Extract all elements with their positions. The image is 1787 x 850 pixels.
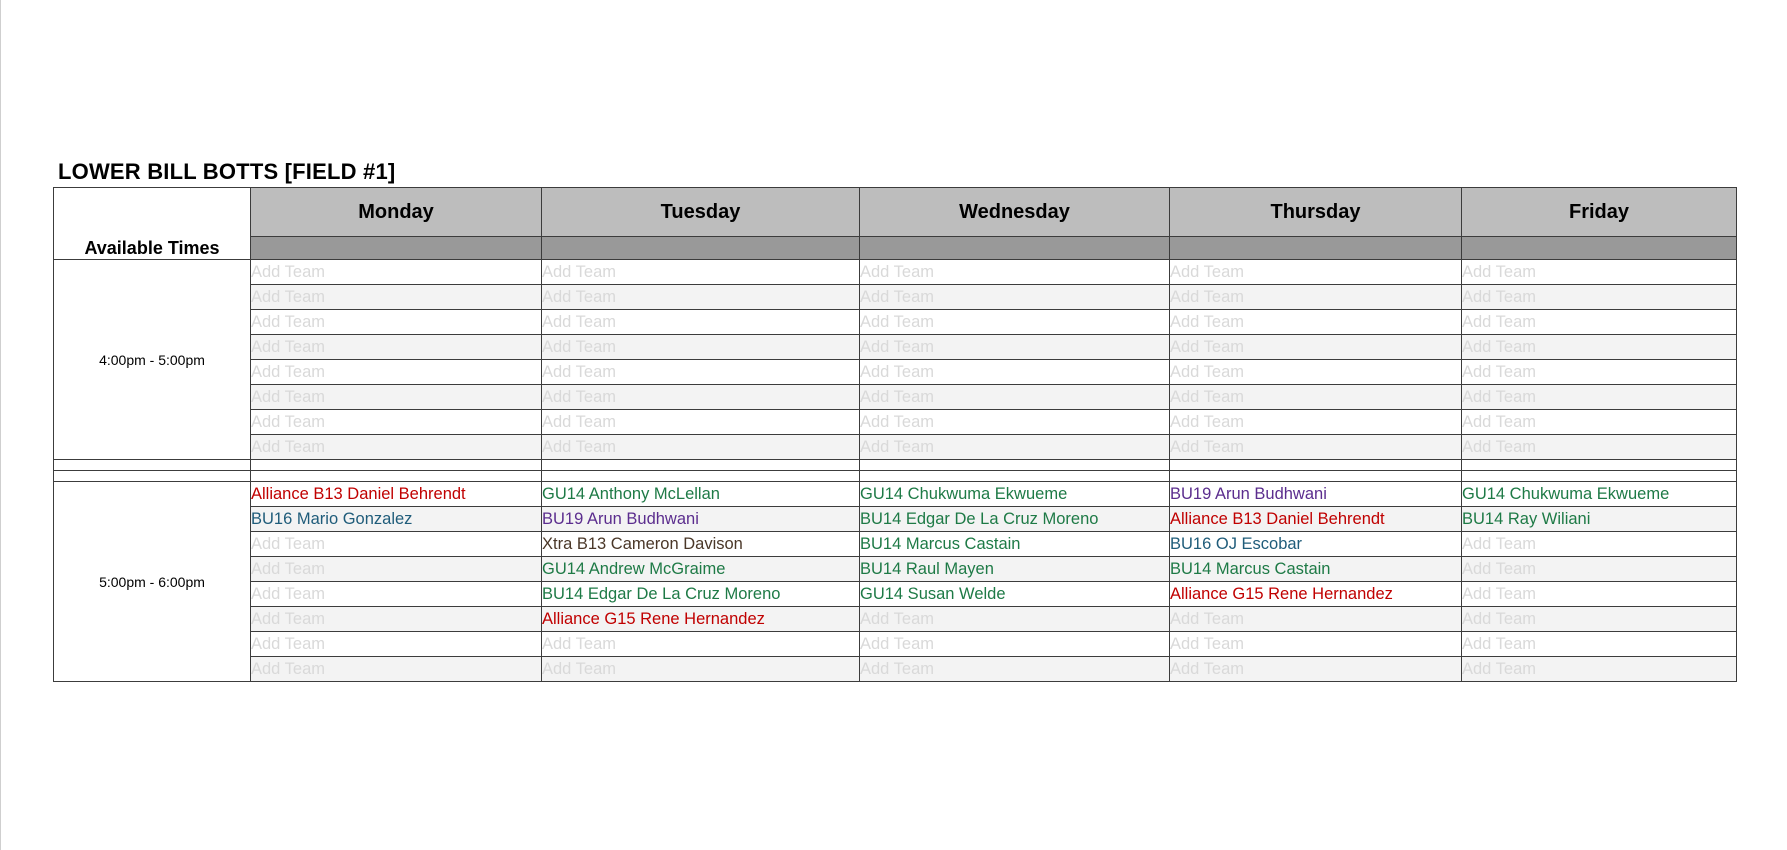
schedule-table — [53, 187, 1737, 682]
schedule-row — [54, 657, 1737, 682]
schedule-row — [54, 285, 1737, 310]
add-team-cell-wednesday[interactable]: Add Team — [860, 385, 1170, 410]
day-header-friday: Friday — [1462, 188, 1737, 237]
add-team-cell-tuesday[interactable]: Add Team — [542, 260, 860, 285]
schedule-row — [54, 360, 1737, 385]
schedule-row — [54, 582, 1737, 607]
spacer-cell — [542, 471, 860, 482]
add-team-cell-tuesday[interactable]: Add Team — [542, 385, 860, 410]
team-cell-wednesday[interactable]: GU14 Susan Welde — [860, 582, 1170, 607]
team-cell-monday[interactable]: BU16 Mario Gonzalez — [251, 507, 542, 532]
team-cell-thursday[interactable]: BU19 Arun Budhwani — [1170, 482, 1462, 507]
add-team-cell-wednesday[interactable]: Add Team — [860, 435, 1170, 460]
team-cell-tuesday[interactable]: BU14 Edgar De La Cruz Moreno — [542, 582, 860, 607]
team-cell-tuesday[interactable]: BU19 Arun Budhwani — [542, 507, 860, 532]
subheader-cell — [251, 237, 542, 260]
schedule-row — [54, 410, 1737, 435]
schedule-row — [54, 557, 1737, 582]
spacer-cell — [1170, 471, 1462, 482]
add-team-cell-friday[interactable]: Add Team — [1462, 582, 1737, 607]
add-team-cell-monday[interactable]: Add Team — [251, 310, 542, 335]
add-team-cell-thursday[interactable]: Add Team — [1170, 410, 1462, 435]
subheader-row — [54, 237, 1737, 260]
schedule-row — [54, 260, 1737, 285]
add-team-cell-monday[interactable]: Add Team — [251, 285, 542, 310]
spacer-cell — [860, 460, 1170, 471]
team-cell-thursday[interactable]: BU14 Marcus Castain — [1170, 557, 1462, 582]
add-team-cell-friday[interactable]: Add Team — [1462, 360, 1737, 385]
schedule-row — [54, 632, 1737, 657]
add-team-cell-wednesday[interactable]: Add Team — [860, 410, 1170, 435]
team-cell-tuesday[interactable]: Alliance G15 Rene Hernandez — [542, 607, 860, 632]
team-cell-wednesday[interactable]: BU14 Raul Mayen — [860, 557, 1170, 582]
spacer-cell — [54, 460, 251, 471]
spacer-cell — [1170, 460, 1462, 471]
add-team-cell-wednesday[interactable]: Add Team — [860, 607, 1170, 632]
add-team-cell-monday[interactable]: Add Team — [251, 582, 542, 607]
day-header-tuesday: Tuesday — [542, 188, 860, 237]
subheader-cell — [1462, 237, 1737, 260]
add-team-cell-wednesday[interactable]: Add Team — [860, 360, 1170, 385]
add-team-cell-friday[interactable]: Add Team — [1462, 435, 1737, 460]
add-team-cell-wednesday[interactable]: Add Team — [860, 285, 1170, 310]
spacer-cell — [1462, 460, 1737, 471]
add-team-cell-monday[interactable]: Add Team — [251, 410, 542, 435]
schedule-row — [54, 435, 1737, 460]
team-cell-thursday[interactable]: Alliance G15 Rene Hernandez — [1170, 582, 1462, 607]
team-cell-tuesday[interactable]: GU14 Anthony McLellan — [542, 482, 860, 507]
add-team-cell-wednesday[interactable]: Add Team — [860, 260, 1170, 285]
add-team-cell-monday[interactable]: Add Team — [251, 360, 542, 385]
add-team-cell-tuesday[interactable]: Add Team — [542, 360, 860, 385]
team-cell-tuesday[interactable]: GU14 Andrew McGraime — [542, 557, 860, 582]
schedule-row — [54, 507, 1737, 532]
spacer-cell — [1462, 471, 1737, 482]
day-header-thursday: Thursday — [1170, 188, 1462, 237]
day-header-monday: Monday — [251, 188, 542, 237]
add-team-cell-tuesday[interactable]: Add Team — [542, 310, 860, 335]
add-team-cell-monday[interactable]: Add Team — [251, 435, 542, 460]
page-left-border — [0, 0, 1, 850]
add-team-cell-tuesday[interactable]: Add Team — [542, 285, 860, 310]
add-team-cell-thursday[interactable]: Add Team — [1170, 607, 1462, 632]
team-cell-wednesday[interactable]: GU14 Chukwuma Ekwueme — [860, 482, 1170, 507]
add-team-cell-friday[interactable]: Add Team — [1462, 657, 1737, 682]
page-title: LOWER BILL BOTTS [FIELD #1] — [58, 159, 396, 184]
add-team-cell-monday[interactable]: Add Team — [251, 335, 542, 360]
schedule-row — [54, 310, 1737, 335]
add-team-cell-monday[interactable]: Add Team — [251, 260, 542, 285]
add-team-cell-monday[interactable]: Add Team — [251, 657, 542, 682]
spacer-cell — [542, 460, 860, 471]
time-slot-label: 4:00pm - 5:00pm — [54, 260, 251, 460]
add-team-cell-friday[interactable]: Add Team — [1462, 260, 1737, 285]
add-team-cell-tuesday[interactable]: Add Team — [542, 335, 860, 360]
add-team-cell-thursday[interactable]: Add Team — [1170, 335, 1462, 360]
team-cell-tuesday[interactable]: Xtra B13 Cameron Davison — [542, 532, 860, 557]
header-row — [54, 188, 1737, 237]
team-cell-thursday[interactable]: Alliance B13 Daniel Behrendt — [1170, 507, 1462, 532]
spacer-cell — [54, 471, 251, 482]
add-team-cell-monday[interactable]: Add Team — [251, 532, 542, 557]
spacer-cell — [860, 471, 1170, 482]
add-team-cell-thursday[interactable]: Add Team — [1170, 657, 1462, 682]
spacer-row — [54, 471, 1737, 482]
available-times-header: Available Times — [54, 188, 251, 260]
add-team-cell-wednesday[interactable]: Add Team — [860, 310, 1170, 335]
add-team-cell-friday[interactable]: Add Team — [1462, 607, 1737, 632]
add-team-cell-tuesday[interactable]: Add Team — [542, 657, 860, 682]
spacer-cell — [251, 471, 542, 482]
schedule-row — [54, 532, 1737, 557]
add-team-cell-friday[interactable]: Add Team — [1462, 557, 1737, 582]
add-team-cell-friday[interactable]: Add Team — [1462, 410, 1737, 435]
add-team-cell-tuesday[interactable]: Add Team — [542, 410, 860, 435]
day-header-wednesday: Wednesday — [860, 188, 1170, 237]
add-team-cell-thursday[interactable]: Add Team — [1170, 360, 1462, 385]
add-team-cell-monday[interactable]: Add Team — [251, 607, 542, 632]
subheader-cell — [860, 237, 1170, 260]
add-team-cell-wednesday[interactable]: Add Team — [860, 335, 1170, 360]
add-team-cell-thursday[interactable]: Add Team — [1170, 310, 1462, 335]
add-team-cell-friday[interactable]: Add Team — [1462, 532, 1737, 557]
add-team-cell-friday[interactable]: Add Team — [1462, 335, 1737, 360]
add-team-cell-tuesday[interactable]: Add Team — [542, 632, 860, 657]
add-team-cell-friday[interactable]: Add Team — [1462, 632, 1737, 657]
team-cell-friday[interactable]: BU14 Ray Wiliani — [1462, 507, 1737, 532]
add-team-cell-friday[interactable]: Add Team — [1462, 310, 1737, 335]
add-team-cell-monday[interactable]: Add Team — [251, 385, 542, 410]
spacer-row — [54, 460, 1737, 471]
add-team-cell-thursday[interactable]: Add Team — [1170, 260, 1462, 285]
team-cell-friday[interactable]: GU14 Chukwuma Ekwueme — [1462, 482, 1737, 507]
schedule-row — [54, 607, 1737, 632]
add-team-cell-wednesday[interactable]: Add Team — [860, 657, 1170, 682]
add-team-cell-friday[interactable]: Add Team — [1462, 285, 1737, 310]
schedule-row — [54, 482, 1737, 507]
add-team-cell-monday[interactable]: Add Team — [251, 632, 542, 657]
team-cell-thursday[interactable]: BU16 OJ Escobar — [1170, 532, 1462, 557]
spacer-cell — [251, 460, 542, 471]
add-team-cell-thursday[interactable]: Add Team — [1170, 435, 1462, 460]
add-team-cell-tuesday[interactable]: Add Team — [542, 435, 860, 460]
add-team-cell-wednesday[interactable]: Add Team — [860, 632, 1170, 657]
add-team-cell-thursday[interactable]: Add Team — [1170, 385, 1462, 410]
subheader-cell — [542, 237, 860, 260]
time-slot-label: 5:00pm - 6:00pm — [54, 482, 251, 682]
schedule-row — [54, 385, 1737, 410]
team-cell-monday[interactable]: Alliance B13 Daniel Behrendt — [251, 482, 542, 507]
team-cell-wednesday[interactable]: BU14 Marcus Castain — [860, 532, 1170, 557]
add-team-cell-friday[interactable]: Add Team — [1462, 385, 1737, 410]
add-team-cell-thursday[interactable]: Add Team — [1170, 632, 1462, 657]
schedule-row — [54, 335, 1737, 360]
add-team-cell-monday[interactable]: Add Team — [251, 557, 542, 582]
subheader-cell — [1170, 237, 1462, 260]
team-cell-wednesday[interactable]: BU14 Edgar De La Cruz Moreno — [860, 507, 1170, 532]
add-team-cell-thursday[interactable]: Add Team — [1170, 285, 1462, 310]
